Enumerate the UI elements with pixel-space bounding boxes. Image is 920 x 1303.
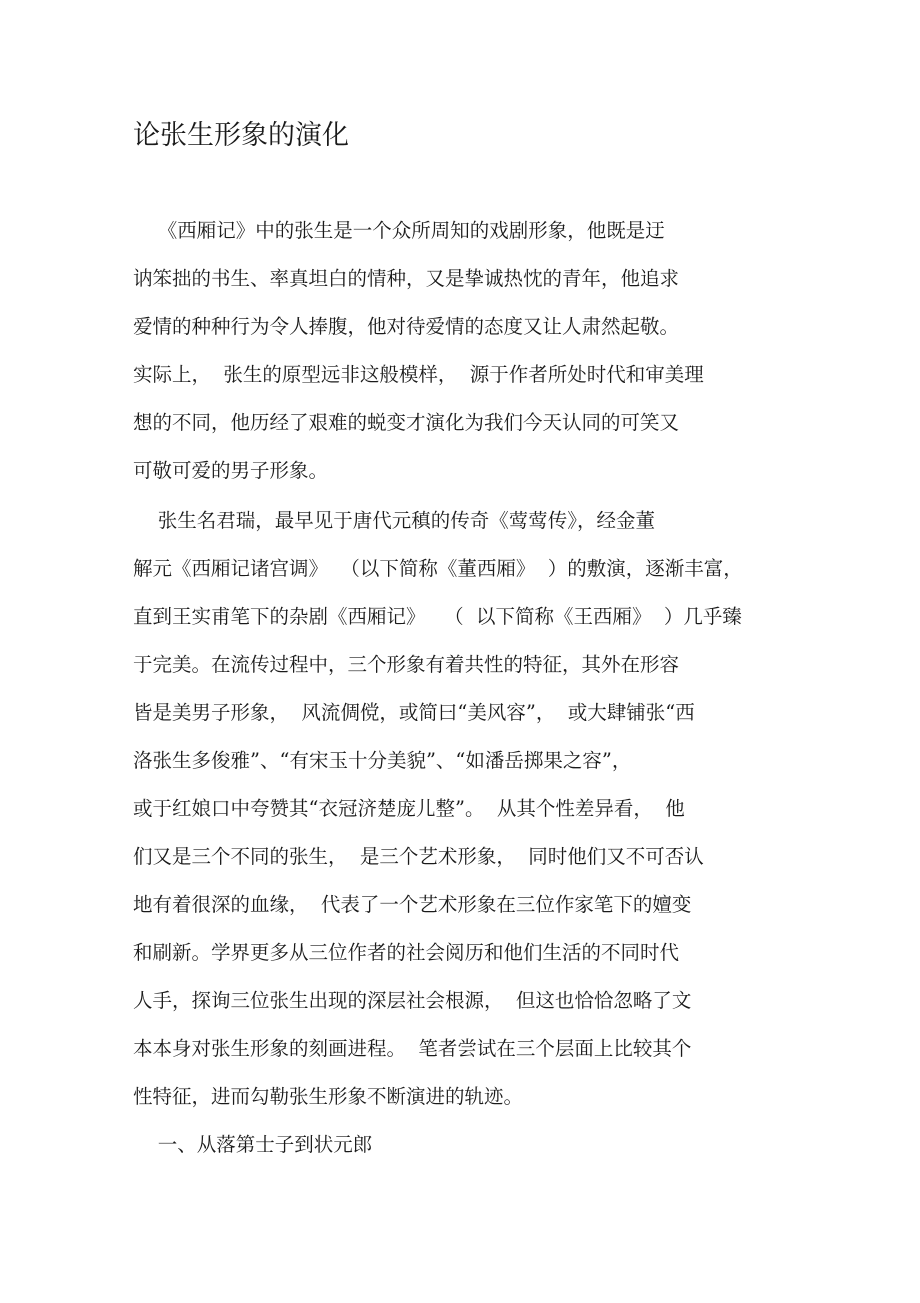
paragraph-line: 可敬可爱的男子形象。 [133, 459, 329, 482]
paragraph-line: 性特征，进而勾勒张生形象不断演进的轨迹。 [133, 1085, 524, 1108]
paragraph-line: 爱情的种种行为令人捧腹，他对待爱情的态度又让人肃然起敬。 [133, 315, 680, 338]
paragraph-line: 于完美。在流传过程中，三个形象有着共性的特征，其外在形容 [133, 653, 680, 676]
paragraph-line: 讷笨拙的书生、率真坦白的情种，又是挚诚热忱的青年，他追求 [133, 267, 680, 290]
paragraph-line: 实际上， 张生的原型远非这般模样， 源于作者所处时代和审美理 [133, 363, 704, 386]
paragraph-line: 或于红娘口中夸赞其“衣冠济楚庞儿整”。 从其个性差异看， 他 [133, 797, 685, 820]
paragraph-line: 张生名君瑞，最早见于唐代元稹的传奇《莺莺传》，经金董 [133, 509, 656, 532]
paragraph-line: 本本身对张生形象的刻画进程。 笔者尝试在三个层面上比较其个 [133, 1037, 692, 1060]
paragraph-line: 和刷新。学界更多从三位作者的社会阅历和他们生活的不同时代 [133, 941, 680, 964]
paragraph-line: 地有着很深的血缘， 代表了一个艺术形象在三位作家笔下的嬗变 [133, 893, 692, 916]
paragraph-line: 《西厢记》中的张生是一个众所周知的戏剧形象，他既是迂 [133, 219, 665, 242]
paragraph-line: 想的不同，他历经了艰难的蜕变才演化为我们今天认同的可笑又 [133, 411, 680, 434]
paragraph-line: 解元《西厢记诸宫调》 （以下简称《董西厢》 ）的敷演，逐渐丰富， [133, 557, 743, 580]
paragraph-line: 直到王实甫笔下的杂剧《西厢记》 （ 以下简称《王西厢》 ）几乎臻 [133, 605, 742, 628]
paragraph-line: 人手，探询三位张生出现的深层社会根源， 但这也恰恰忽略了文 [133, 989, 692, 1012]
paragraph-line: 皆是美男子形象， 风流倜傥，或简曰“美风容”， 或大肆铺张“西 [133, 701, 695, 724]
section-heading: 一、从落第士子到状元郎 [133, 1133, 373, 1156]
document-title: 论张生形象的演化 [133, 120, 349, 151]
paragraph-line: 们又是三个不同的张生， 是三个艺术形象， 同时他们又不可否认 [133, 845, 704, 868]
paragraph-line: 洛张生多俊雅”、“有宋玉十分美貌”、“如潘岳掷果之容”， [133, 749, 632, 772]
